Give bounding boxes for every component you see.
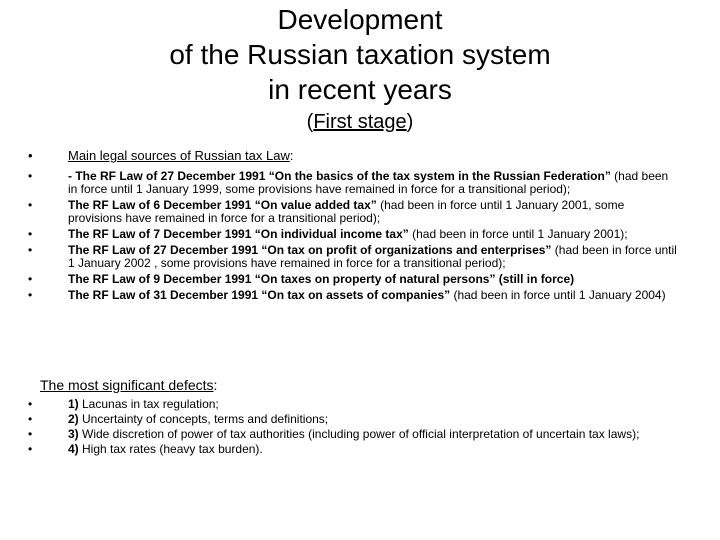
bullet-icon: • [28,243,33,257]
subtitle-text: First stage [313,111,407,133]
bullet-icon: • [28,272,33,286]
law-title: The RF Law of 27 December 1991 “On tax on profit of organizations and enterprises” [68,243,552,257]
defect-text: Uncertainty of concepts, terms and definitions; [78,412,329,426]
defects-heading-colon: : [213,377,218,393]
bullet-icon: • [28,227,33,241]
law-note: (had been in force until 1 January 2001, some provisions have remained in force for a transitional period); [68,198,625,225]
slide-subtitle [0,110,720,134]
legal-sources-heading-text: Main legal sources of Russian tax Law [68,148,290,163]
subtitle-open-paren: ( [306,111,314,133]
bullet-icon: • [28,412,33,426]
title-line-1: Development [277,4,443,35]
law-title: The RF Law of 9 December 1991 “On taxes on property of natural persons” (still in force) [68,272,575,286]
bullet-icon: • [28,442,33,456]
list-item [28,443,678,456]
defect-text: Lacunas in tax regulation; [78,397,219,411]
defect-number: 4) [68,442,79,456]
defects-heading [40,377,217,393]
legal-sources-heading [28,148,678,163]
defect-number: 3) [68,427,79,441]
law-title: - The RF Law of 27 December 1991 “On the basics of the tax system in the Russian Federation” [68,169,611,183]
list-item [28,413,678,426]
law-note: (had been in force until 1 January 2001); [408,227,628,241]
bullet-icon: • [28,288,33,302]
defect-number: 1) [68,397,79,411]
law-title: The RF Law of 31 December 1991 “On tax on assets of companies” [68,288,451,302]
legal-sources-heading-colon: : [289,148,294,163]
list-item [28,199,678,225]
title-line-2: of the Russian taxation system [169,39,551,70]
subtitle-close-paren: ) [406,111,414,133]
bullet-icon: • [28,169,33,183]
law-note: (had been in force until 1 January 2002 , some provisions have remained in force for a transitional period); [68,243,677,270]
slide-title [0,2,720,107]
defects-list [28,398,678,458]
list-item [28,273,678,286]
law-note: (had been in force until 1 January 1999, some provisions have remained in force for a transitional period); [68,169,669,196]
law-title: The RF Law of 7 December 1991 “On individual income tax” [68,227,409,241]
list-item [28,228,678,241]
list-item [28,289,678,302]
title-line-3: in recent years [268,74,452,105]
defect-text: High tax rates (heavy tax burden). [78,442,263,456]
bullet-icon: • [28,397,33,411]
list-item [28,244,678,270]
bullet-icon: • [28,427,33,441]
bullet-icon: • [28,198,33,212]
law-title: The RF Law of 6 December 1991 “On value added tax” [68,198,377,212]
law-note: (had been in force until 1 January 2004) [450,288,666,302]
legal-sources-list [28,148,678,305]
list-item [28,398,678,411]
defect-text: Wide discretion of power of tax authorities (including power of official interpretation of uncertain tax laws); [78,427,640,441]
list-item [28,170,678,196]
defects-heading-text: The most significant defects [40,377,214,393]
defect-number: 2) [68,412,79,426]
bullet-icon: • [28,148,33,163]
list-item [28,428,678,441]
